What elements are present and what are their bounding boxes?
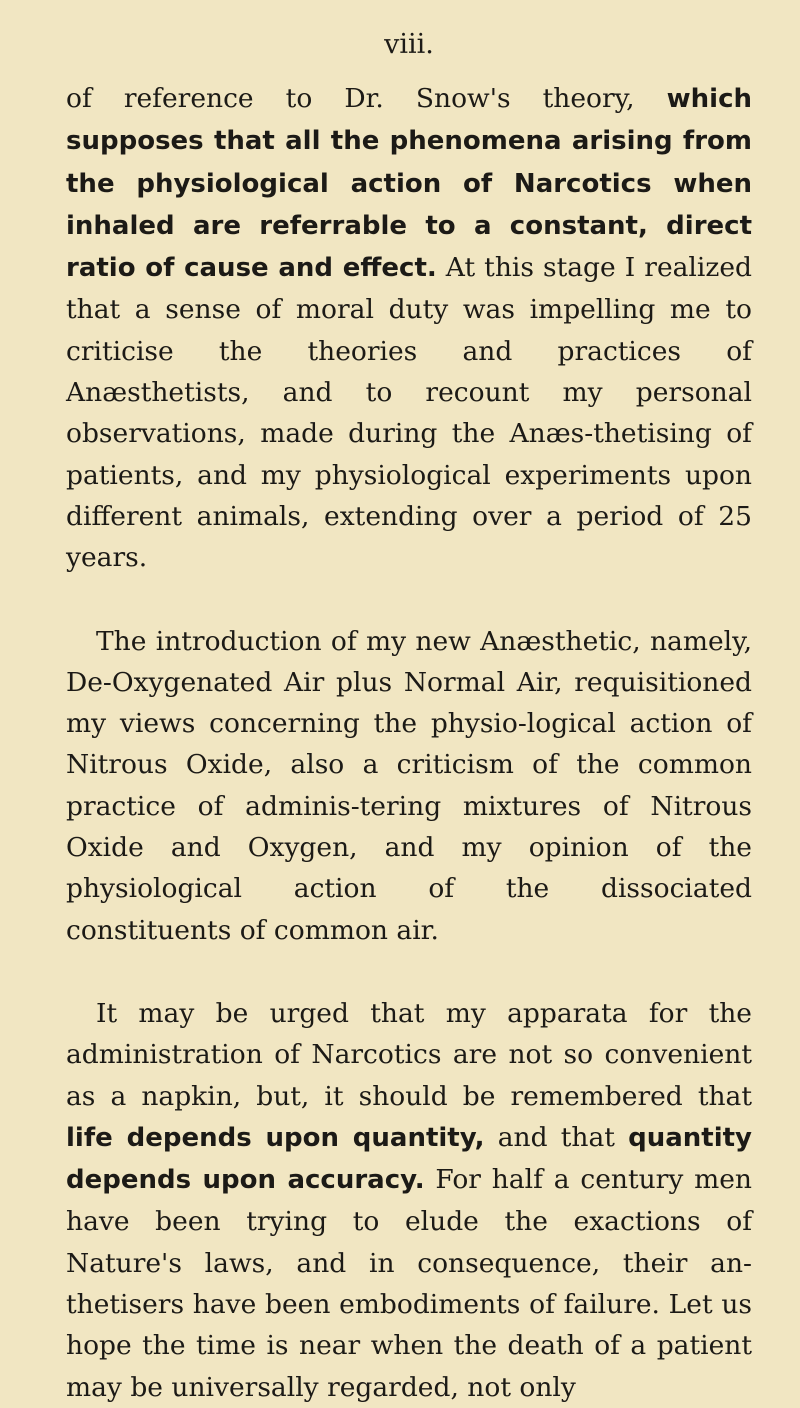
paragraph-text: of reference to Dr. Snow's theory, [66,83,667,114]
paragraph-text: For half a century men have been trying to elude the exactions of Nature's laws, and in consequence, their an-thetisers have been embodiments of failure. Let us hope the time is near when the death of a patient may be universally regarded, not only [66,1164,753,1403]
emphasized-text: life depends upon quantity, [66,1122,485,1153]
paragraph-text: It may be urged that my apparata for the administration of Narcotics are not so convenient as a napkin, but, it should be remembered that [66,997,752,1112]
paragraph-text: and that [484,1121,629,1153]
paragraph-3 [66,993,752,1408]
page-number: viii. [384,29,434,60]
emphasized-text: quantity depends upon accuracy. [66,1122,752,1196]
emphasized-text: which supposes that all the phenomena arising from the physiological action of Narcotics when inhaled are referrable to a constant, direct ratio of cause and effect. [66,84,752,284]
paragraph-text: At this stage I realized that a sense of moral duty was impelling me to criticise the theories and practices of Anæsthetists, and to recount my personal observations, made during the Anæs-thetising of patients, and my physiological experiments upon different animals, extending over a period of 25 years. [66,252,752,574]
paragraph-1 [66,78,752,579]
paragraph-text: The introduction of my new Anæsthetic, namely, De-Oxygenated Air plus Normal Air, requisitioned my views concerning the physio-logical action of Nitrous Oxide, also a criticism of the common practice of adminis-tering mixtures of Nitrous Oxide and Oxygen, and my opinion of the physiological action of the dissociated constituents of common air. [66,625,752,946]
paragraph-2 [66,621,752,951]
